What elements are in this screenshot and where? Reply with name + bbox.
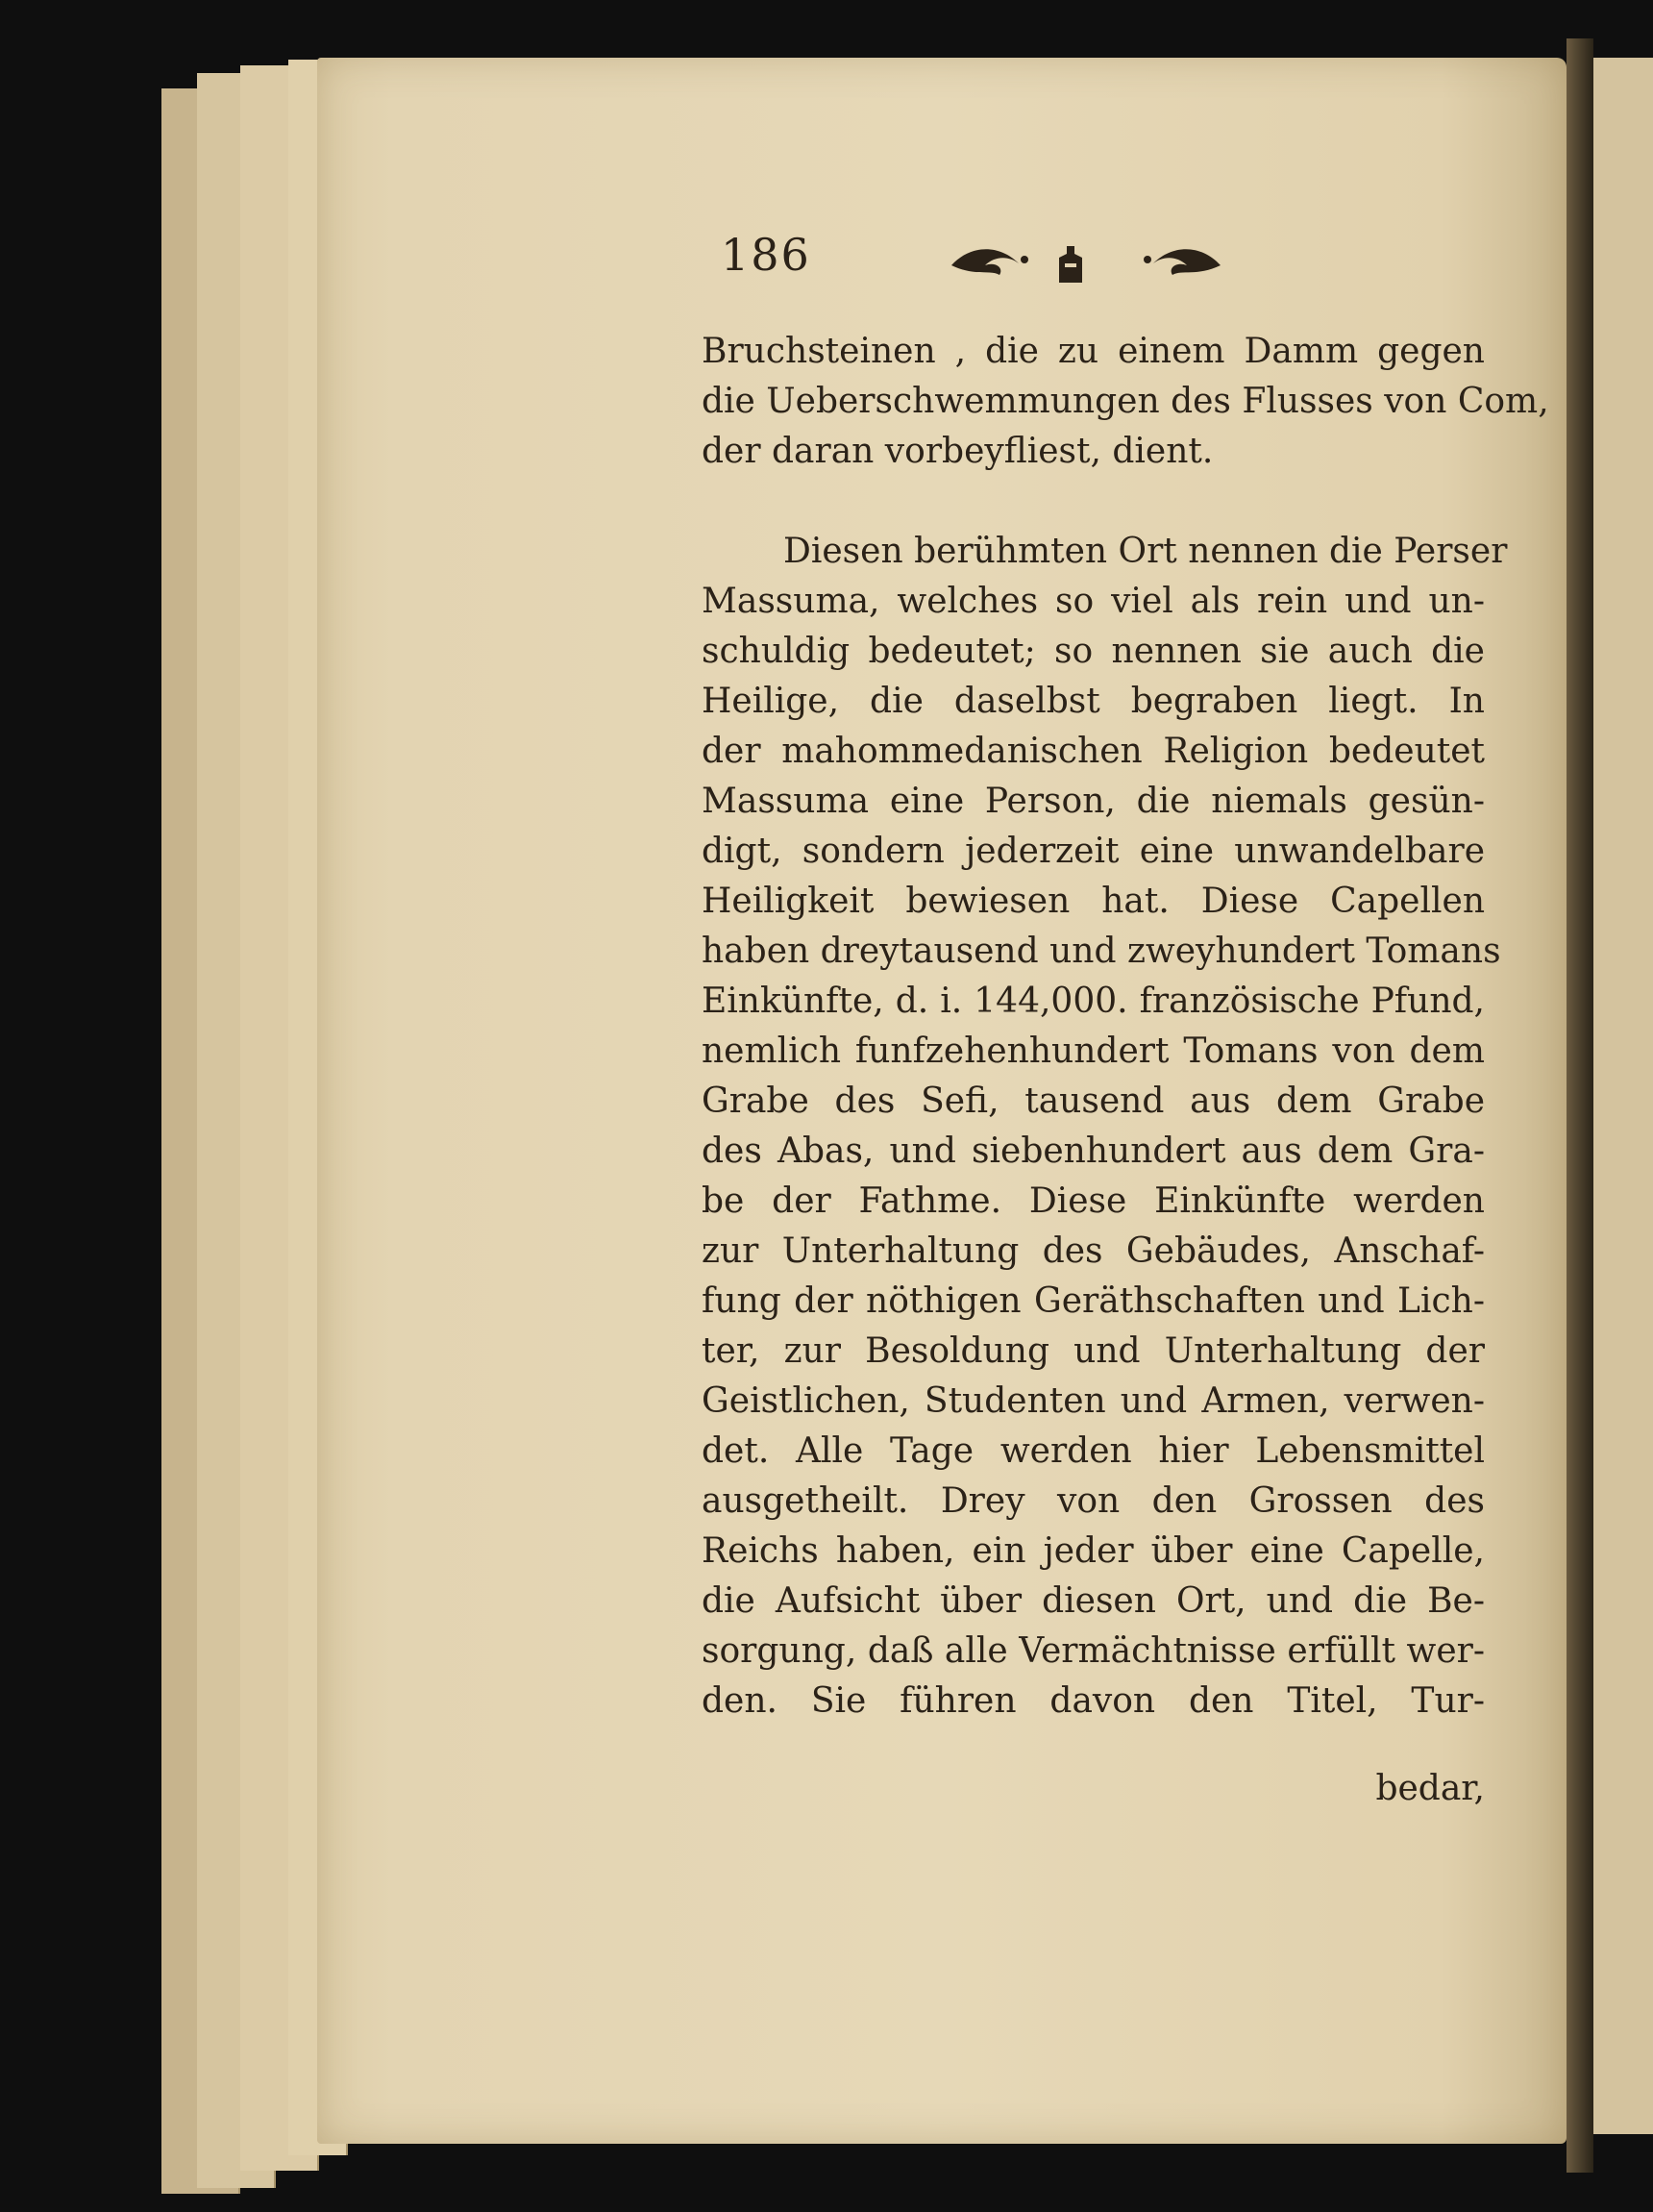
text-line: Heiligkeit bewiesen hat. Diese Capellen <box>702 882 1485 921</box>
text-line: Einkünfte, d. i. 144,000. französische Pfund, <box>702 982 1485 1021</box>
floral-ornament-icon <box>942 235 1230 292</box>
catchword: bedar, <box>1375 1769 1485 1808</box>
text-line: die Aufsicht über diesen Ort, und die Be- <box>702 1581 1485 1621</box>
text-line: des Abas, und siebenhundert aus dem Gra- <box>702 1131 1485 1171</box>
text-line: Grabe des Sefi, tausend aus dem Grabe <box>702 1081 1485 1121</box>
text-line: die Ueberschwemmungen des Flusses von Com, <box>702 382 1549 421</box>
text-line: Reichs haben, ein jeder über eine Capelle, <box>702 1531 1485 1571</box>
body-text <box>702 327 1549 1727</box>
text-line: det. Alle Tage werden hier Lebensmittel <box>702 1431 1485 1471</box>
text-line: der mahommedanischen Religion bedeutet <box>702 732 1485 771</box>
paragraph-gap <box>702 477 1485 527</box>
text-line: Diesen berühmten Ort nennen die Perser <box>783 532 1508 571</box>
text-line: ausgetheilt. Drey von den Grossen des <box>702 1481 1485 1521</box>
facing-page-edge <box>1593 58 1653 2134</box>
text-line: der daran vorbeyfliest, dient. <box>702 432 1214 471</box>
text-line: digt, sondern jederzeit eine unwandelbare <box>702 832 1485 871</box>
text-line: den. Sie führen davon den Titel, Tur- <box>702 1681 1485 1721</box>
page-number: 186 <box>721 229 811 281</box>
text-line: Massuma eine Person, die niemals gesün- <box>702 782 1485 821</box>
text-line: haben dreytausend und zweyhundert Tomans <box>702 932 1501 971</box>
text-line: nemlich funfzehenhundert Tomans von dem <box>702 1031 1485 1071</box>
text-line: Bruchsteinen , die zu einem Damm gegen <box>702 332 1485 371</box>
text-line: Heilige, die daselbst begraben liegt. In <box>702 682 1485 721</box>
book-gutter <box>1567 38 1593 2173</box>
text-line: Massuma, welches so viel als rein und un- <box>702 582 1485 621</box>
text-line: fung der nöthigen Geräthschaften und Lich- <box>702 1281 1485 1321</box>
text-line: ter, zur Besoldung und Unterhaltung der <box>702 1331 1485 1371</box>
text-line: schuldig bedeutet; so nennen sie auch die <box>702 632 1485 671</box>
text-line: Geistlichen, Studenten und Armen, verwen- <box>702 1381 1485 1421</box>
page-header <box>721 229 1259 296</box>
text-line: zur Unterhaltung des Gebäudes, Anschaf- <box>702 1231 1485 1271</box>
text-line: be der Fathme. Diese Einkünfte werden <box>702 1181 1485 1221</box>
text-line: sorgung, daß alle Vermächtnisse erfüllt wer- <box>702 1631 1485 1671</box>
